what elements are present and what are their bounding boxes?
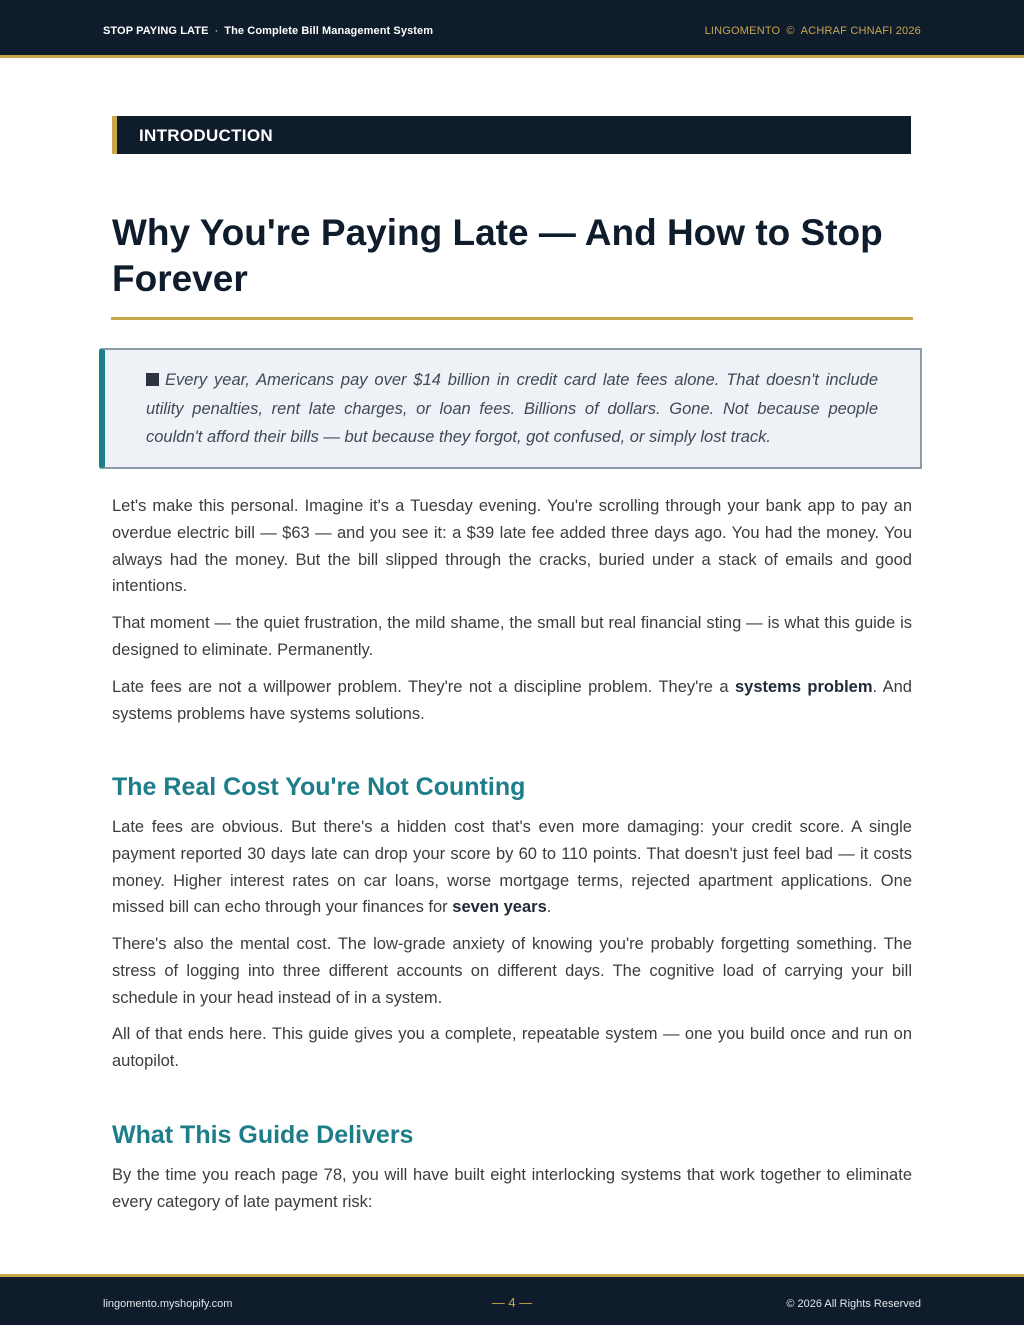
header-subtitle: The Complete Bill Management System xyxy=(224,25,434,37)
real-cost-paragraph-3: All of that ends here. This guide gives you a complete, repeatable system — one you build once and run on autopilot. xyxy=(112,1025,912,1070)
intro-paragraph-3 xyxy=(112,674,912,728)
real-cost-paragraph-1 xyxy=(112,814,912,921)
real-cost-p1-text: Late fees are obvious. But there's a hidden cost that's even more damaging: your credit score. A single payment reported 30 days late can drop your score by 60 to 110 points. That doesn't just feel bad — it costs money. Higher interest rates on car loans, worse mortgage terms, rejected apartment applications. One missed bill can echo through your finances for xyxy=(112,818,912,917)
intro-p3-text: Late fees are not a willpower problem. They're not a discipline problem. They're a xyxy=(112,678,735,696)
page-header xyxy=(0,0,1024,58)
square-bullet-icon xyxy=(146,373,159,386)
section-label: INTRODUCTION xyxy=(139,126,273,145)
section-banner xyxy=(112,116,911,154)
header-document-title xyxy=(103,25,433,37)
seven-years-emphasis: seven years xyxy=(452,898,547,917)
header-brand xyxy=(705,25,921,37)
guide-delivers-heading: What This Guide Delivers xyxy=(112,1121,414,1149)
footer-website-link[interactable]: lingomento.myshopify.com xyxy=(103,1298,233,1310)
title-divider xyxy=(111,317,913,320)
real-cost-heading: The Real Cost You're Not Counting xyxy=(112,773,526,801)
header-copyright-symbol: © xyxy=(786,25,795,37)
guide-delivers-paragraph: By the time you reach page 78, you will have built eight interlocking systems that work together to eliminate every category of late payment risk: xyxy=(112,1166,912,1211)
footer-rights: © 2026 All Rights Reserved xyxy=(786,1298,921,1310)
header-brand-name: LINGOMENTO xyxy=(704,25,781,37)
footer-page-number: — 4 — xyxy=(491,1295,533,1310)
systems-problem-emphasis: systems problem xyxy=(734,678,873,696)
intro-p3-text-end: . And systems problems have systems solutions. xyxy=(112,678,912,723)
callout-box xyxy=(99,348,922,469)
intro-paragraph-2: That moment — the quiet frustration, the mild shame, the small but real financial sting — is what this guide is designed to eliminate. Permanently. xyxy=(112,614,912,659)
header-separator: · xyxy=(214,25,219,37)
intro-paragraph-1: Let's make this personal. Imagine it's a Tuesday evening. You're scrolling through your bank app to pay an overdue electric bill — $63 — and you see it: a $39 late fee added three days ago. You had the money. You always had the money. But the bill slipped through the cracks, buried under a stack of emails and good intentions. xyxy=(112,497,912,596)
callout-text-block xyxy=(146,366,878,452)
header-author-year: ACHRAF CHNAFI 2026 xyxy=(800,25,921,37)
callout-text: Every year, Americans pay over $14 billion in credit card late fees alone. That doesn't include utility penalties, rent late charges, or loan fees. Billions of dollars. Gone. Not because people couldn't afford their bills — but because they forgot, got confused, or simply lost track. xyxy=(146,371,878,446)
page-title: Why You're Paying Late — And How to Stop Forever xyxy=(112,212,883,299)
real-cost-paragraph-2: There's also the mental cost. The low-grade anxiety of knowing you're probably forgetting something. The stress of logging into three different accounts on different days. The cognitive load of carrying your bill schedule in your head instead of in a system. xyxy=(112,935,912,1007)
header-title: STOP PAYING LATE xyxy=(103,25,209,37)
page-footer xyxy=(0,1274,1024,1325)
real-cost-p1-text-end: . xyxy=(546,898,552,917)
